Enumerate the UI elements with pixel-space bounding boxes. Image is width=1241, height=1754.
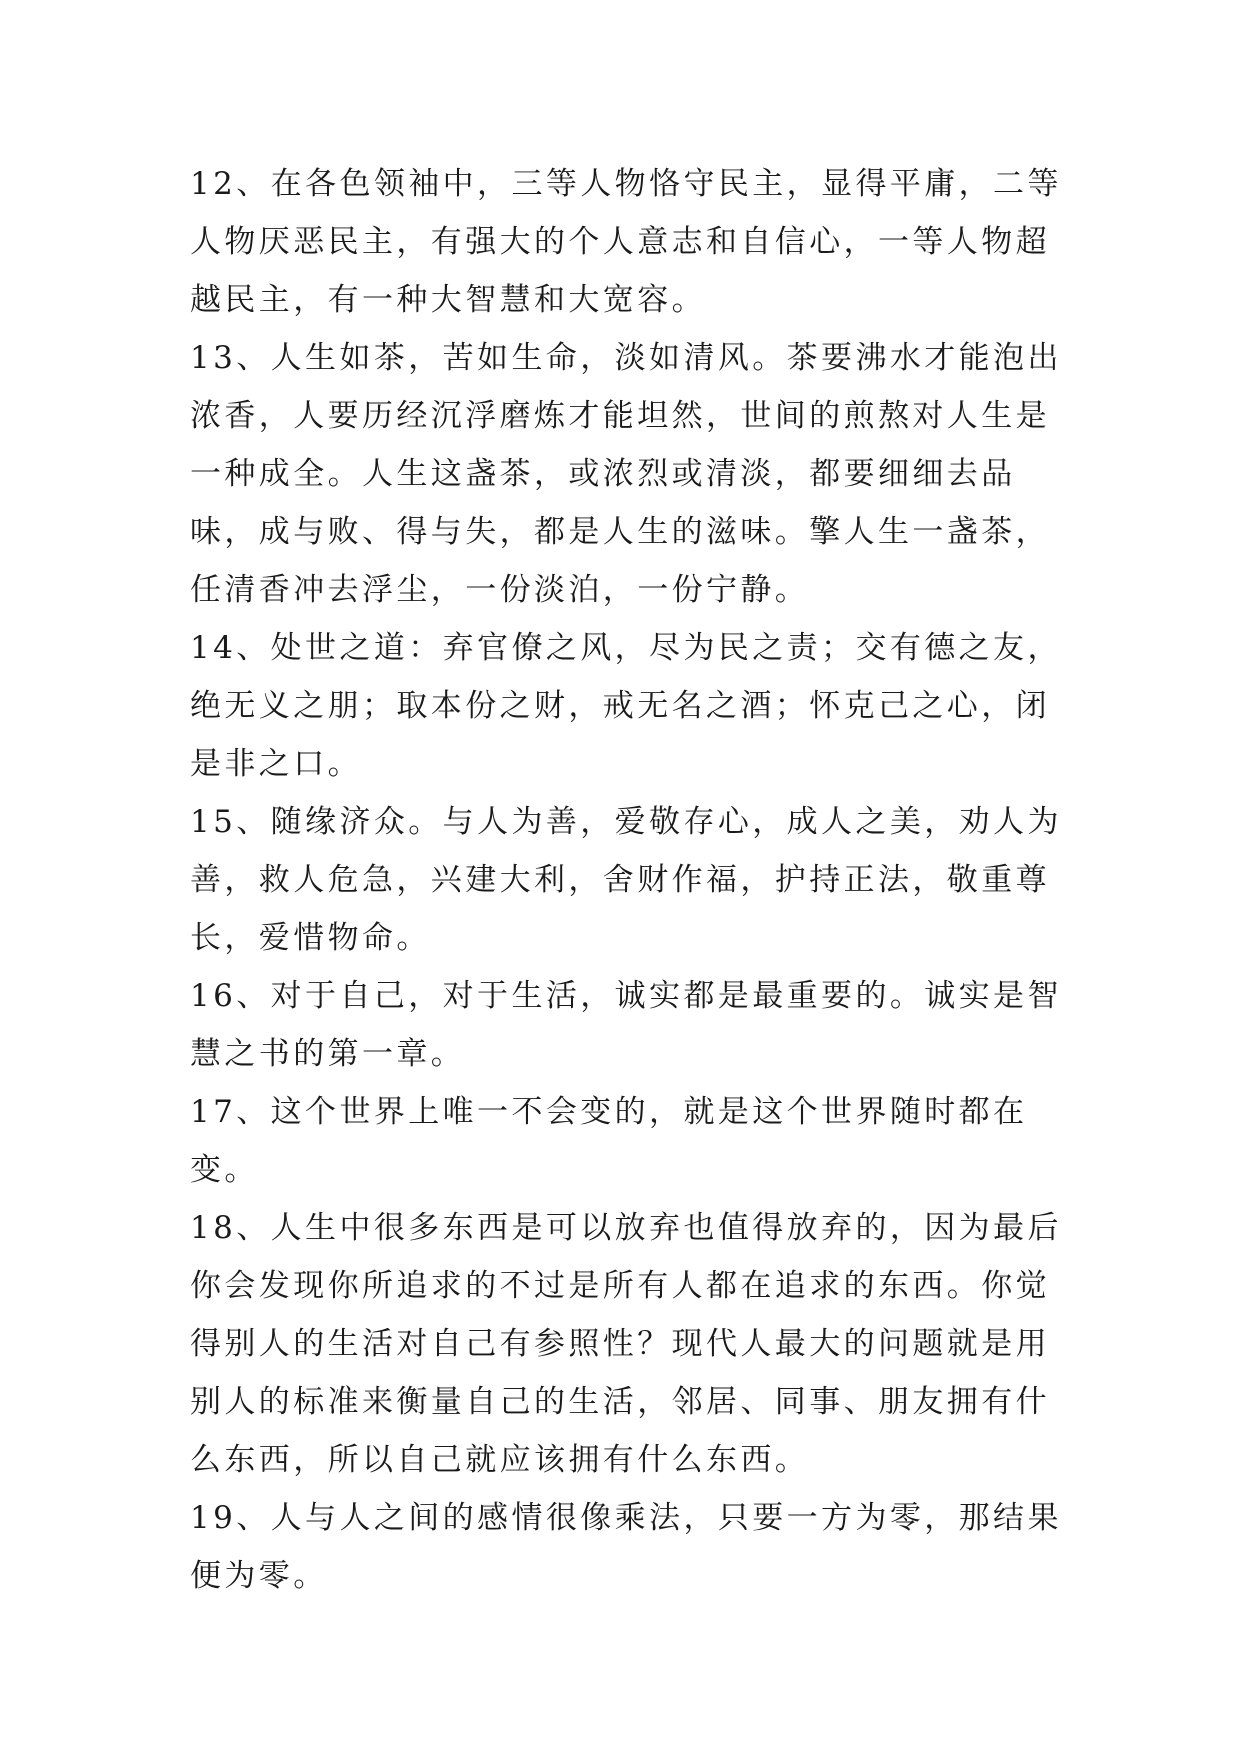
paragraph-17: 17、这个世界上唯一不会变的，就是这个世界随时都在变。 bbox=[190, 1094, 1028, 1188]
paragraph-16: 16、对于自己，对于生活，诚实都是最重要的。诚实是智慧之书的第一章。 bbox=[190, 978, 1062, 1072]
paragraph-18: 18、人生中很多东西是可以放弃也值得放弃的，因为最后你会发现你所追求的不过是所有人都在追求的东西。你觉得别人的生活对自己有参照性？现代人最大的问题就是用别人的标准来衡量自己的生活，邻居、同事、朋友拥有什么东西，所以自己就应该拥有什么东西。 bbox=[190, 1210, 1062, 1478]
paragraph-15: 15、随缘济众。与人为善，爱敬存心，成人之美，劝人为善，救人危急，兴建大利，舍财作福，护持正法，敬重尊长，爱惜物命。 bbox=[190, 804, 1062, 956]
paragraph-13: 13、人生如茶，苦如生命，淡如清风。茶要沸水才能泡出浓香，人要历经沉浮磨炼才能坦然，世间的煎熬对人生是一种成全。人生这盏茶，或浓烈或清淡，都要细细去品味，成与败、得与失，都是人生的滋味。擎人生一盏茶，任清香冲去浮尘，一份淡泊，一份宁静。 bbox=[190, 340, 1062, 608]
paragraph-12: 12、在各色领袖中，三等人物恪守民主，显得平庸，二等人物厌恶民主，有强大的个人意志和自信心，一等人物超越民主，有一种大智慧和大宽容。 bbox=[190, 166, 1062, 318]
document-body bbox=[190, 155, 1070, 1605]
paragraph-14: 14、处世之道：弃官僚之风，尽为民之责；交有德之友，绝无义之朋；取本份之财，戒无名之酒；怀克己之心，闭是非之口。 bbox=[190, 630, 1062, 782]
paragraph-19: 19、人与人之间的感情很像乘法，只要一方为零，那结果便为零。 bbox=[190, 1500, 1062, 1594]
